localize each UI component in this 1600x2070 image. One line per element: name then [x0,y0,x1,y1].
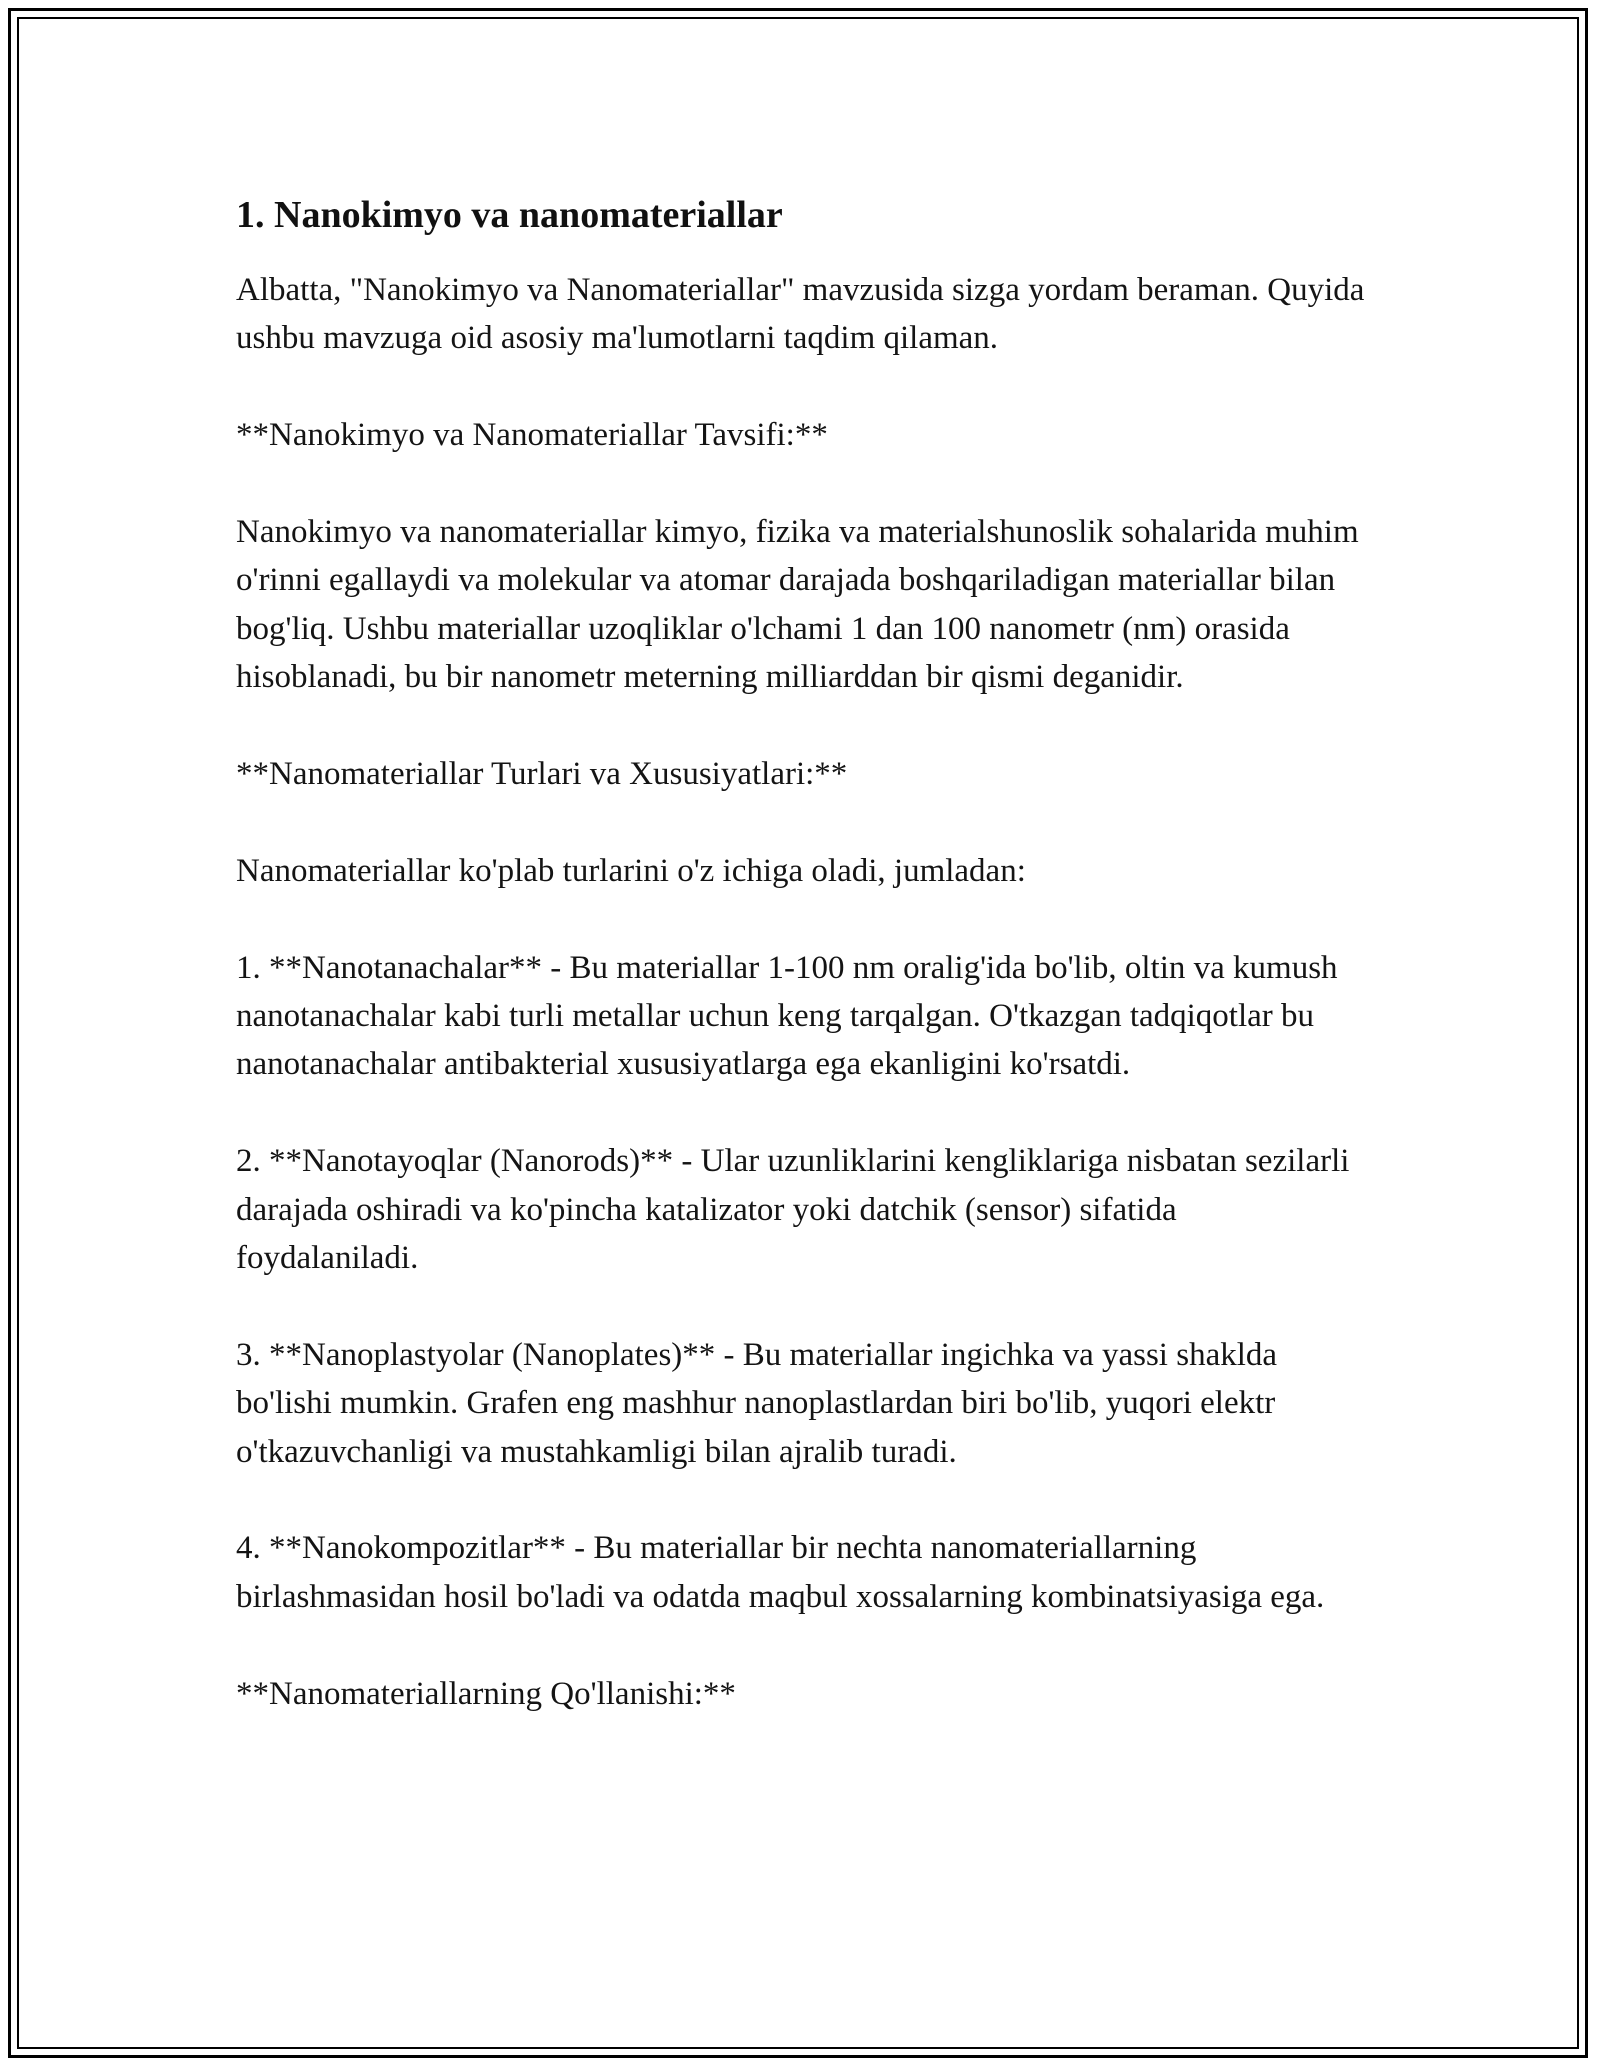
list-item-nanorods: 2. **Nanotayoqlar (Nanorods)** - Ular uzunliklarini kengliklariga nisbatan sezilarli darajada oshiradi va ko'pincha katalizator yoki datchik (sensor) sifatida foydalaniladi. [236,1143,1350,1277]
spacer [236,460,1366,508]
section-heading-applications: **Nanomateriallarning Qo'llanishi:** [236,1675,736,1712]
section-heading-description: **Nanokimyo va Nanomateriallar Tavsifi:** [236,417,828,454]
section-heading-types: **Nanomateriallar Turlari va Xususiyatlari:** [236,756,848,793]
list-item-nanoparticles: 1. **Nanotanachalar** - Bu materiallar 1-100 nm oralig'ida bo'lib, oltin va kumush nanotanachalar kabi turli metallar uchun keng tarqalgan. O'tkazgan tadqiqotlar bu nanotanachalar antibakterial xususiyatlarga ega ekanligini ko'rsatdi. [236,949,1338,1083]
list-item-nanoplates: 3. **Nanoplastyolar (Nanoplates)** - Bu materiallar ingichka va yassi shaklda bo'lishi mumkin. Grafen eng mashhur nanoplastlardan biri bo'lib, yuqori elektr o'tkazuvchanligi va mustahkamligi bilan ajralib turadi. [236,1336,1278,1470]
spacer [236,363,1366,411]
spacer [236,798,1366,846]
spacer [236,1089,1366,1137]
intro-paragraph: Albatta, "Nanokimyo va Nanomateriallar" mavzusida sizga yordam beraman. Quyida ushbu mavzuga oid asosiy ma'lumotlarni taqdim qilaman. [236,272,1365,357]
spacer [236,1621,1366,1669]
types-intro-paragraph: Nanomateriallar ko'plab turlarini o'z ichiga oladi, jumladan: [236,852,1026,889]
description-paragraph: Nanokimyo va nanomateriallar kimyo, fizika va materialshunoslik sohalarida muhim o'rinni egallaydi va molekular va atomar darajada boshqariladigan materiallar bilan bog'liq. Ushbu materiallar uzoqliklar o'lchami 1 dan 100 nanometr (nm) orasida hisoblanadi, bu bir nanometr meterning milliarddan bir qismi deganidir. [236,514,1359,696]
page-title: 1. Nanokimyo va nanomateriallar [236,194,783,236]
document-body [236,190,1366,1718]
spacer [236,702,1366,750]
list-item-nanocomposites: 4. **Nanokompozitlar** - Bu materiallar bir nechta nanomateriallarning birlashmasidan hosil bo'ladi va odatda maqbul xossalarning kombinatsiyasiga ega. [236,1530,1325,1615]
spacer [236,895,1366,943]
spacer [236,1282,1366,1330]
spacer [236,1476,1366,1524]
spacer [236,240,1366,266]
